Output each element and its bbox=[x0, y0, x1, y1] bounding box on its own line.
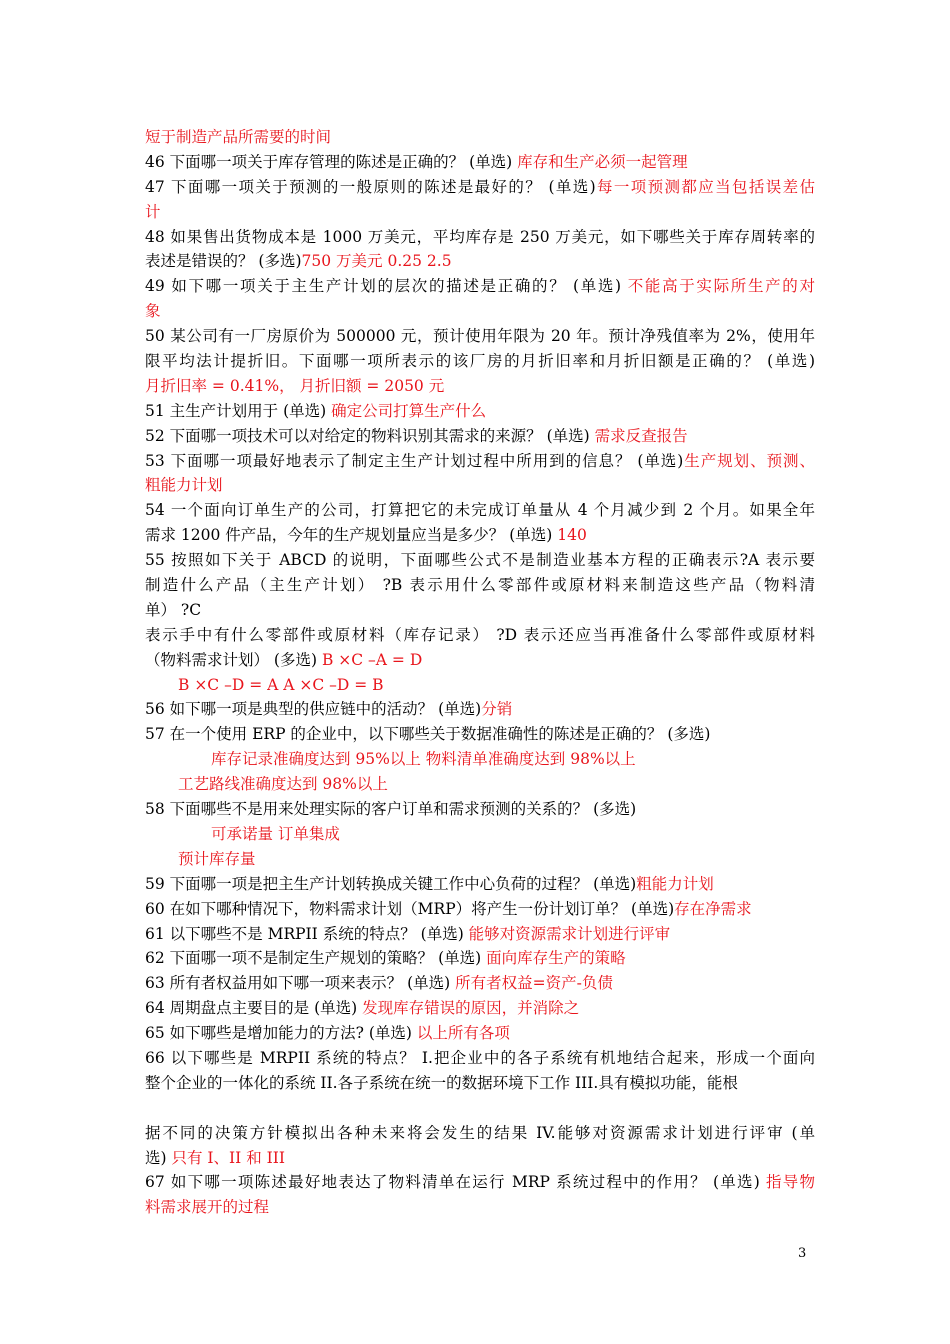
answer-text: B ×C –D = A A ×C –D = B bbox=[178, 675, 384, 694]
answer-text: 只有 I、II 和 III bbox=[171, 1148, 286, 1167]
question-text: 58 下面哪些不是用来处理实际的客户订单和需求预测的关系的？ (多选) bbox=[145, 800, 637, 819]
answer-text: 生产规划、预测、 bbox=[683, 451, 815, 470]
answer-text: 粗能力计划 bbox=[636, 874, 714, 893]
text-line bbox=[145, 374, 815, 399]
question-text: 表示手中有什么零部件或原材料（库存记录） ?D 表示还应当再准备什么零部件或原材料 bbox=[145, 625, 815, 644]
text-line bbox=[145, 847, 815, 872]
text-line bbox=[145, 1170, 815, 1195]
question-text: 66 以下哪些是 MRPII 系统的特点？ I.把企业中的各子系统有机地结合起来，形成一个面向 bbox=[145, 1048, 815, 1067]
answer-text: 每一项预测都应当包括误差估 bbox=[595, 177, 815, 196]
text-line bbox=[145, 1046, 815, 1071]
question-text: 59 下面哪一项是把主生产计划转换成关键工作中心负荷的过程？ (单选) bbox=[145, 874, 637, 893]
answer-text: 需求反查报告 bbox=[594, 426, 688, 445]
text-line bbox=[145, 1121, 815, 1146]
text-line bbox=[145, 324, 815, 349]
question-text: 52 下面哪一项技术可以对给定的物料识别其需求的来源？ (单选) bbox=[145, 426, 595, 445]
question-text: 64 周期盘点主要目的是 (单选) bbox=[145, 999, 363, 1018]
answer-text: 工艺路线准确度达到 98%以上 bbox=[178, 775, 388, 794]
answer-text: 短于制造产品所需要的时间 bbox=[145, 128, 332, 146]
text-line bbox=[145, 548, 815, 573]
answer-text: B ×C –A = D bbox=[321, 650, 423, 669]
text-line bbox=[145, 648, 815, 673]
answer-text: 预计库存量 bbox=[178, 849, 256, 868]
text-line bbox=[145, 349, 815, 374]
question-text: 据不同的决策方针模拟出各种未来将会发生的结果 IV.能够对资源需求计划进行评审 (单 bbox=[145, 1123, 815, 1142]
question-text: 制造什么产品（主生产计划） ?B 表示用什么零部件或原材料来制造这些产品（物料清 bbox=[145, 576, 815, 595]
question-text: 整个企业的一体化的系统 II.各子系统在统一的数据环境下工作 III.具有模拟功能，能根 bbox=[145, 1073, 738, 1092]
text-line bbox=[145, 673, 815, 698]
answer-text: 月折旧率 = 0.41%， 月折旧额 = 2050 元 bbox=[145, 376, 445, 395]
answer-text: 库存和生产必须一起管理 bbox=[517, 152, 688, 171]
answer-text: 确定公司打算生产什么 bbox=[331, 401, 487, 420]
document-body bbox=[145, 125, 815, 1220]
question-text: 60 在如下哪种情况下，物料需求计划（MRP）将产生一份计划订单？ (单选) bbox=[145, 899, 675, 918]
answer-text: 面向库存生产的策略 bbox=[486, 949, 626, 968]
question-text: 需求 1200 件产品，今年的生产规划量应当是多少？ (单选) bbox=[145, 526, 558, 545]
question-text: 55 按照如下关于 ABCD 的说明，下面哪些公式不是制造业基本方程的正确表示?A 表示要 bbox=[145, 551, 815, 570]
text-line bbox=[145, 125, 815, 150]
text-line bbox=[145, 449, 815, 474]
text-line bbox=[145, 598, 815, 623]
answer-text: 库存记录准确度达到 95%以上 物料清单准确度达到 98%以上 bbox=[211, 750, 636, 769]
text-line bbox=[145, 996, 815, 1021]
question-text: 57 在一个使用 ERP 的企业中，以下哪些关于数据准确性的陈述是正确的？ (多选) bbox=[145, 725, 711, 744]
text-line bbox=[145, 623, 815, 648]
answer-text: 所有者权益=资产-负债 bbox=[455, 974, 613, 993]
answer-text: 计 bbox=[145, 202, 161, 221]
text-line bbox=[145, 946, 815, 971]
text-line bbox=[145, 200, 815, 225]
question-text: 67 如下哪一项陈述最好地表达了物料清单在运行 MRP 系统过程中的作用？ (单选) bbox=[145, 1173, 766, 1192]
text-line bbox=[145, 175, 815, 200]
question-text: （物料需求计划） (多选) bbox=[145, 650, 322, 669]
text-line bbox=[145, 424, 815, 449]
question-text: 51 主生产计划用于 (单选) bbox=[145, 401, 332, 420]
answer-text: 可承诺量 订单集成 bbox=[211, 824, 340, 843]
text-line bbox=[145, 299, 815, 324]
question-text: 53 下面哪一项最好地表示了制定主生产计划过程中所用到的信息？ (单选) bbox=[145, 451, 684, 470]
answer-text: 不能高于实际所生产的对 bbox=[627, 277, 815, 296]
question-text: 50 某公司有一厂房原价为 500000 元，预计使用年限为 20 年。预计净残值率为 2%，使用年 bbox=[145, 327, 815, 346]
question-text: 56 如下哪一项是典型的供应链中的活动？ (单选) bbox=[145, 700, 482, 719]
text-line bbox=[145, 797, 815, 822]
text-line bbox=[145, 473, 815, 498]
answer-text: 750 万美元 0.25 2.5 bbox=[301, 252, 452, 271]
text-line bbox=[145, 1071, 815, 1096]
question-text: 63 所有者权益用如下哪一项来表示？ (单选) bbox=[145, 974, 456, 993]
text-line bbox=[145, 1146, 815, 1171]
question-text: 54 一个面向订单生产的公司，打算把它的未完成订单量从 4 个月减少到 2 个月。如果全年 bbox=[145, 501, 815, 520]
answer-text: 发现库存错误的原因，并消除之 bbox=[362, 999, 580, 1018]
text-line bbox=[145, 722, 815, 747]
question-text: 单） ?C bbox=[145, 600, 202, 619]
question-text: 选) bbox=[145, 1148, 172, 1167]
answer-text: 料需求展开的过程 bbox=[145, 1198, 270, 1217]
answer-text: 指导物 bbox=[765, 1173, 815, 1192]
question-text: 48 如果售出货物成本是 1000 万美元，平均库存是 250 万美元，如下哪些关于库存周转率的 bbox=[145, 227, 815, 246]
text-line bbox=[145, 772, 815, 797]
text-line bbox=[145, 225, 815, 250]
text-line bbox=[145, 697, 815, 722]
answer-text: 存在净需求 bbox=[674, 899, 752, 918]
text-line bbox=[145, 897, 815, 922]
page-number: 3 bbox=[798, 1246, 807, 1261]
answer-text: 140 bbox=[557, 526, 587, 545]
text-line bbox=[145, 1195, 815, 1220]
answer-text: 分销 bbox=[481, 700, 513, 719]
text-line bbox=[145, 1021, 815, 1046]
text-line bbox=[145, 747, 815, 772]
answer-text: 粗能力计划 bbox=[145, 476, 223, 495]
text-line bbox=[145, 399, 815, 424]
question-text: 65 如下哪些是增加能力的方法? (单选) bbox=[145, 1024, 417, 1043]
text-line bbox=[145, 498, 815, 523]
text-line bbox=[145, 523, 815, 548]
text-line bbox=[145, 150, 815, 175]
answer-text: 象 bbox=[145, 302, 161, 321]
text-line bbox=[145, 872, 815, 897]
question-text: 限平均法计提折旧。下面哪一项所表示的该厂房的月折旧率和月折旧额是正确的？ (单选) bbox=[145, 352, 815, 371]
text-line bbox=[145, 249, 815, 274]
text-line bbox=[145, 822, 815, 847]
text-line bbox=[145, 922, 815, 947]
text-line bbox=[145, 1096, 815, 1121]
question-text: 表述是错误的？ (多选) bbox=[145, 252, 302, 271]
text-line bbox=[145, 971, 815, 996]
text-line bbox=[145, 274, 815, 299]
question-text: 47 下面哪一项关于预测的一般原则的陈述是最好的？ (单选) bbox=[145, 177, 596, 196]
question-text: 61 以下哪些不是 MRPII 系统的特点？ (单选) bbox=[145, 924, 469, 943]
answer-text: 能够对资源需求计划进行评审 bbox=[468, 924, 671, 943]
question-text: 62 下面哪一项不是制定生产规划的策略？ (单选) bbox=[145, 949, 487, 968]
text-line bbox=[145, 573, 815, 598]
question-text: 46 下面哪一项关于库存管理的陈述是正确的？ (单选) bbox=[145, 152, 518, 171]
answer-text: 以上所有各项 bbox=[416, 1024, 510, 1043]
question-text: 49 如下哪一项关于主生产计划的层次的描述是正确的？ (单选) bbox=[145, 277, 628, 296]
